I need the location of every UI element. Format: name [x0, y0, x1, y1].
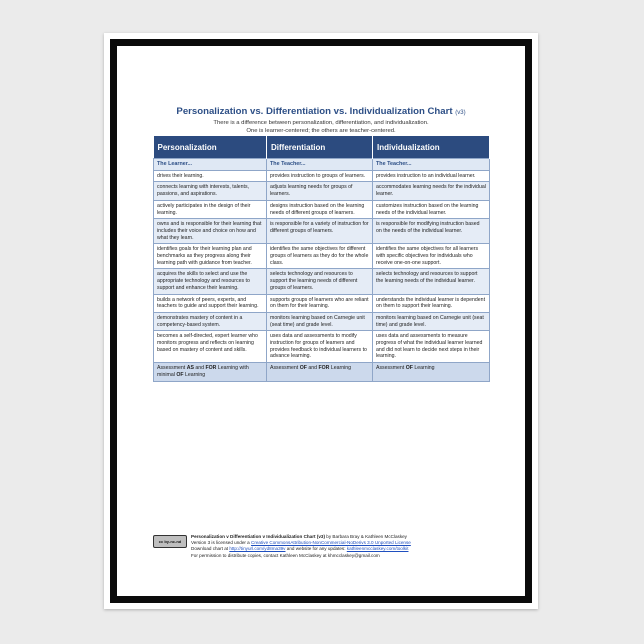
- table-cell: connects learning with interests, talents, passions, and aspirations.: [154, 182, 267, 200]
- header-row: [154, 136, 490, 159]
- updates-text: and website for any updates:: [285, 546, 347, 552]
- subtitle-line-2: One is learner-centered; the others are teacher-centered.: [246, 128, 396, 134]
- assessment-cell: Assessment OF and FOR Learning: [267, 363, 373, 381]
- table-cell: supports groups of learners who are reliant on them for their learning.: [267, 294, 373, 312]
- header-differentiation: Differentiation: [267, 136, 373, 159]
- table-cell: builds a network of peers, experts, and teachers to guide and support their learning.: [154, 294, 267, 312]
- table-cell: selects technology and resources to support the learning needs of different groups of learners.: [267, 269, 373, 294]
- header-individualization: Individualization: [373, 136, 490, 159]
- assessment-cell: Assessment AS and FOR Learning with minimal OF Learning: [154, 363, 267, 381]
- poster: [104, 33, 538, 609]
- table-row: [154, 182, 490, 200]
- assessment-row: [154, 363, 490, 381]
- table-cell: demonstrates mastery of content in a competency-based system.: [154, 312, 267, 330]
- table-row: [154, 331, 490, 363]
- table-row: [154, 294, 490, 312]
- subheader-row: [154, 159, 490, 171]
- table-cell: becomes a self-directed, expert learner who monitors progress and reflects on learning based on mastery of content and skills.: [154, 331, 267, 363]
- table-cell: identifies goals for their learning plan and benchmarks as they progress along their learning path with guidance from teacher.: [154, 244, 267, 269]
- table-cell: is responsible for modifying instruction based on the needs of the individual learner.: [373, 219, 490, 244]
- table-cell: identifies the same objectives for all learners with specific objectives for individuals who receive one-on-one support.: [373, 244, 490, 269]
- table-cell: uses data and assessments to measure progress of what the individual learner learned and did not learn to decide next steps in their learning.: [373, 331, 490, 363]
- download-prefix: Download chart at: [191, 546, 230, 552]
- table-cell: monitors learning based on Carnegie unit (seat time) and grade level.: [267, 312, 373, 330]
- footer-title: Personalization v Differentiation v Individualization Chart (v3): [191, 534, 326, 539]
- subheader-cell: The Learner...: [154, 159, 267, 171]
- table-row: [154, 312, 490, 330]
- table-row: [154, 219, 490, 244]
- assessment-cell: Assessment OF Learning: [373, 363, 490, 381]
- table-row: [154, 269, 490, 294]
- license-link[interactable]: Creative CommonsAttribution-NonCommercial-NoDerivs 3.0 Unported License: [251, 540, 411, 546]
- table-row: [154, 244, 490, 269]
- footer-text: [191, 534, 491, 559]
- table-cell: uses data and assessments to modify instruction for groups of learners and provides feedback to individual learners to advance learning.: [267, 331, 373, 363]
- table-cell: adjusts learning needs for groups of learners.: [267, 182, 373, 200]
- table-row: [154, 200, 490, 218]
- download-link[interactable]: http://tinyurl.com/yd8ma39v: [229, 546, 286, 552]
- table-cell: accommodates learning needs for the individual learner.: [373, 182, 490, 200]
- table-row: [154, 170, 490, 182]
- permission-text: For permission to distribute copies, contact Kathleen McClaskey at khmcclaskey@gmail.com: [191, 552, 380, 558]
- chart-title: Personalization vs. Differentiation vs. Individualization Chart (v3): [176, 106, 466, 117]
- updates-link[interactable]: kathleenmcclaskey.com/toolkit: [346, 546, 409, 552]
- comparison-table: [153, 136, 490, 382]
- table-cell: understands the individual learner is dependent on them to support their learning.: [373, 294, 490, 312]
- version-label: (v3): [455, 110, 466, 116]
- table-cell: designs instruction based on the learning needs of different groups of learners.: [267, 200, 373, 218]
- subheader-cell: The Teacher...: [373, 159, 490, 171]
- table-cell: selects technology and resources to support the learning needs of the individual learner.: [373, 269, 490, 294]
- table-cell: provides instruction to groups of learners.: [267, 170, 373, 182]
- table-cell: identifies the same objectives for different groups of learners as they do for the whole class.: [267, 244, 373, 269]
- table-cell: owns and is responsible for their learning that includes their voice and choice on how and what they learn.: [154, 219, 267, 244]
- poster-content: [120, 49, 522, 593]
- table-cell: customizes instruction based on the learning needs of the individual learner.: [373, 200, 490, 218]
- header-personalization: Personalization: [154, 136, 267, 159]
- creative-commons-badge-icon: cc by-nc-nd: [153, 535, 187, 548]
- subtitle-line-1: There is a difference between personalization, differentiation, and individualization.: [213, 120, 429, 126]
- table-cell: drives their learning.: [154, 170, 267, 182]
- license-prefix: Version 3 is licensed under a: [191, 540, 252, 546]
- table-cell: is responsible for a variety of instruction for different groups of learners.: [267, 219, 373, 244]
- subheader-cell: The Teacher...: [267, 159, 373, 171]
- table-cell: provides instruction to an individual learner.: [373, 170, 490, 182]
- table-cell: actively participates in the design of their learning.: [154, 200, 267, 218]
- table-cell: monitors learning based on Carnegie unit (seat time) and grade level.: [373, 312, 490, 330]
- table-cell: acquires the skills to select and use the appropriate technology and resources to support and enhance their learning.: [154, 269, 267, 294]
- footer-authors: by Barbara Bray & Kathleen McClaskey: [325, 534, 407, 539]
